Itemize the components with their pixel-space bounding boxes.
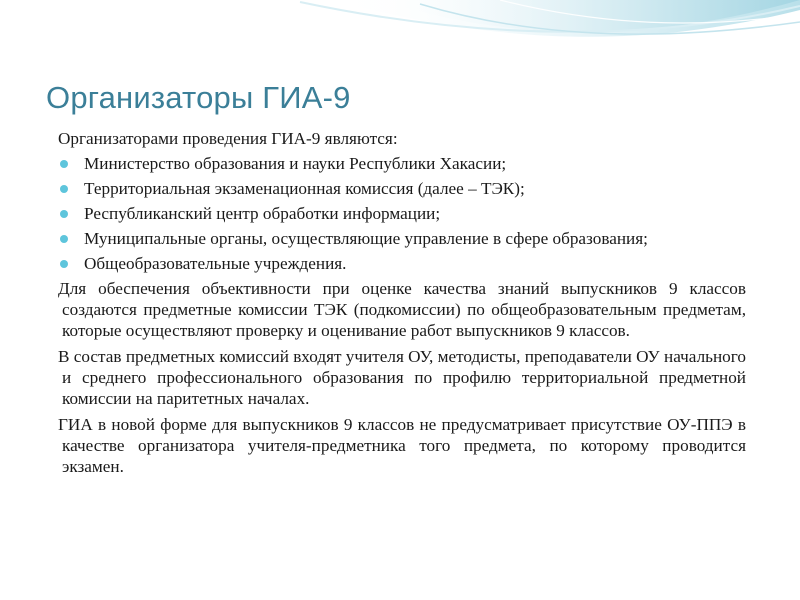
- slide-content: [58, 128, 746, 482]
- list-item-text: Общеобразовательные учреждения.: [84, 254, 347, 273]
- bullet-dot-icon: [60, 210, 68, 218]
- slide-title: Организаторы ГИА-9: [46, 80, 351, 115]
- list-item: [58, 203, 746, 224]
- bullet-dot-icon: [60, 185, 68, 193]
- bullet-list: [58, 153, 746, 274]
- list-item: [58, 178, 746, 199]
- list-item: [58, 228, 746, 249]
- paragraph-commission-members: В состав предметных комиссий входят учителя ОУ, методисты, преподаватели ОУ начального и среднего профессионального образования по профилю территориальной предметной комиссии на паритетных началах.: [58, 347, 746, 408]
- paragraph-objectivity: Для обеспечения объективности при оценке качества знаний выпускников 9 классов создаются предметные комиссии ТЭК (подкомиссии) по общеобразовательным предметам, которые осуществляют проверку и оценивание работ выпускников 9 классов.: [58, 279, 746, 340]
- bullet-dot-icon: [60, 160, 68, 168]
- bullet-dot-icon: [60, 235, 68, 243]
- list-item: [58, 153, 746, 174]
- bullet-dot-icon: [60, 260, 68, 268]
- list-item-text: Территориальная экзаменационная комиссия (далее – ТЭК);: [84, 179, 525, 198]
- list-item-text: Министерство образования и науки Республики Хакасии;: [84, 154, 507, 173]
- paragraph-gia-organizer: ГИА в новой форме для выпускников 9 классов не предусматривает присутствие ОУ-ППЭ в качестве организатора учителя-предметника того предмета, по которому проводится экзамен.: [58, 415, 746, 476]
- list-item: [58, 253, 746, 274]
- list-item-text: Муниципальные органы, осуществляющие управление в сфере образования;: [84, 229, 648, 248]
- intro-text: Организаторами проведения ГИА-9 являются:: [58, 129, 398, 148]
- list-item-text: Республиканский центр обработки информации;: [84, 204, 441, 223]
